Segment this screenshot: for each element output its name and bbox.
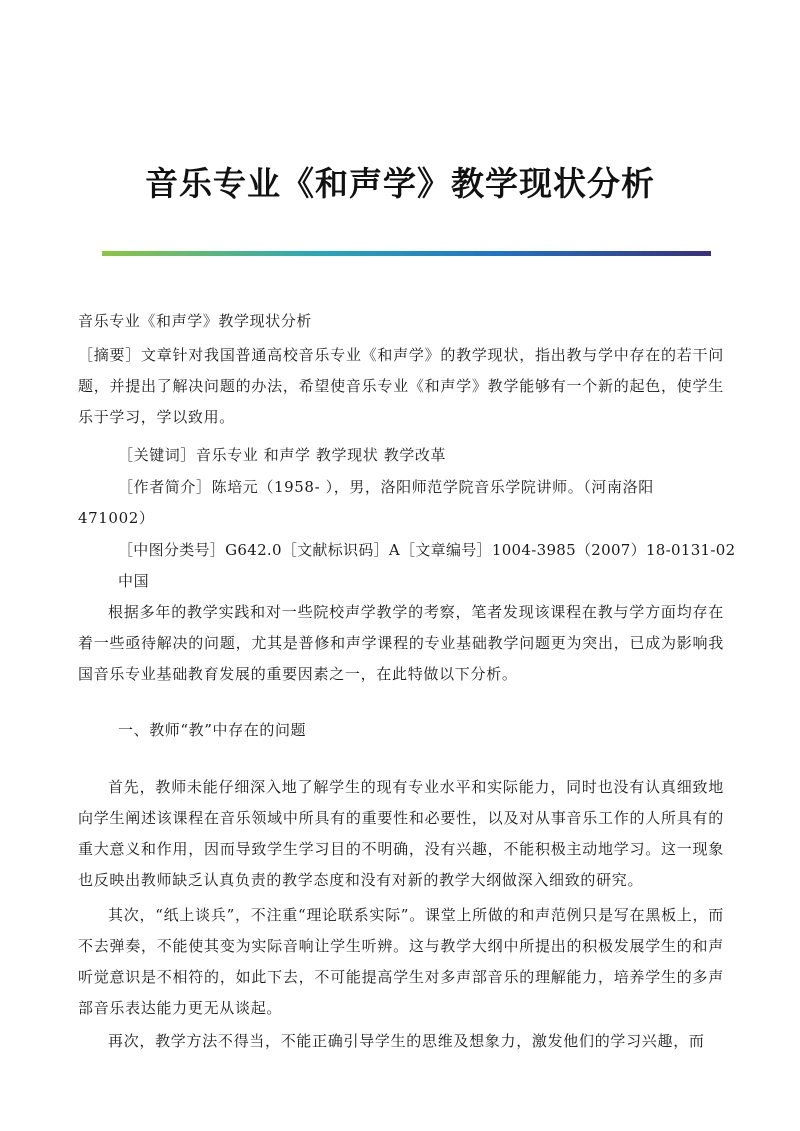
country-line: 中国 [118, 572, 150, 590]
document-title: 音乐专业《和声学》教学现状分析 [145, 164, 655, 203]
header-line: 音乐专业《和声学》教学现状分析 [78, 312, 313, 330]
author-line-1: ［作者简介］陈培元（1958- ），男，洛阳师范学院音乐学院讲师。（河南洛阳 [118, 478, 654, 496]
title-divider [102, 251, 711, 256]
paragraph-second: 其次，“纸上谈兵”，不注重“理论联系实际”。课堂上所做的和声范例只是写在黑板上，而不去弹奏，不能使其变为实际音响让学生听辨。这与教学大纲中所提出的积极发展学生的和声听觉意识是不相符的，如此下去，不可能提高学生对多声部音乐的理解能力，培养学生的多声部音乐表达能力更无从谈起。 [78, 906, 724, 1017]
paragraph-first: 首先，教师未能仔细深入地了解学生的现有专业水平和实际能力，同时也没有认真细致地向学生阐述该课程在音乐领域中所具有的重要性和必要性，以及对从事音乐工作的人所具有的重大意义和作用，因而导致学生学习目的不明确，没有兴趣，不能积极主动地学习。这一现象也反映出教师缺乏认真负责的教学态度和没有对新的教学大纲做深入细致的研究。 [78, 778, 724, 889]
author-line-2: 471002） [78, 509, 155, 527]
classification-line: ［中图分类号］G642.0［文献标识码］A［文章编号］1004-3985（2007）18-0131-02 [118, 541, 736, 559]
abstract-paragraph: ［摘要］文章针对我国普通高校音乐专业《和声学》的教学现状，指出教与学中存在的若干问题，并提出了解决问题的办法，希望使音乐专业《和声学》教学能够有一个新的起色，使学生乐于学习，学以致用。 [78, 346, 724, 426]
keywords-line: ［关键词］音乐专业 和声学 教学现状 教学改革 [118, 446, 447, 464]
intro-paragraph: 根据多年的教学实践和对一些院校声学教学的考察，笔者发现该课程在教与学方面均存在着一些亟待解决的问题，尤其是普修和声学课程的专业基础教学问题更为突出，已成为影响我国音乐专业基础教育发展的重要因素之一，在此特做以下分析。 [78, 603, 724, 683]
section-heading: 一、教师“教”中存在的问题 [118, 721, 307, 739]
paragraph-third: 再次，教学方法不得当，不能正确引导学生的思维及想象力，激发他们的学习兴趣，而 [108, 1032, 705, 1050]
